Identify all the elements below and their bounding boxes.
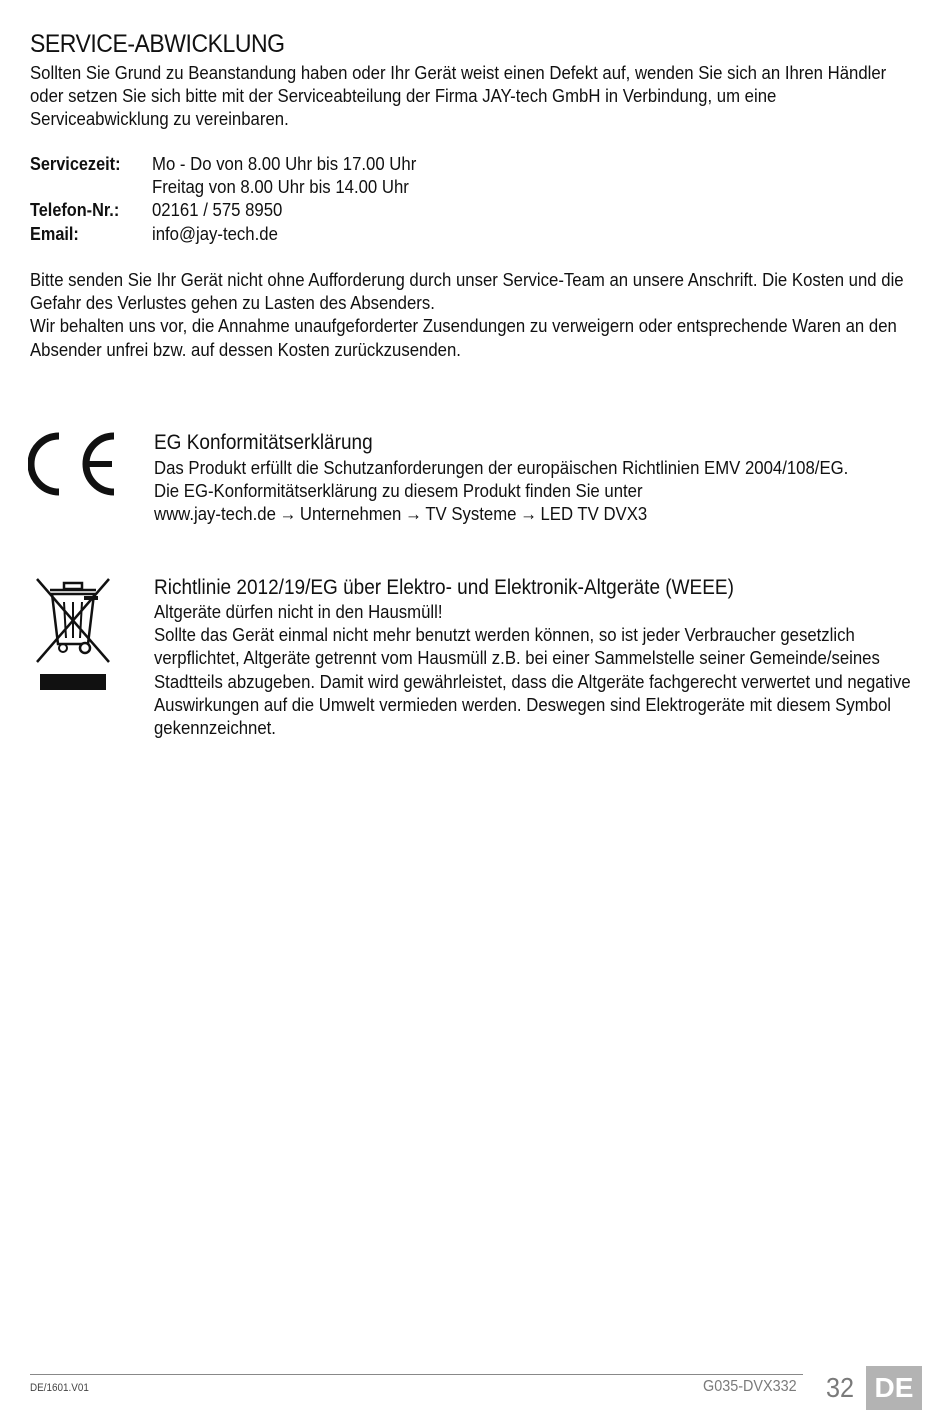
servicezeit-value-weekdays: Mo - Do von 8.00 Uhr bis 17.00 Uhr bbox=[152, 153, 417, 174]
email-label: Email: bbox=[30, 222, 79, 244]
weee-disposal-text: Sollte das Gerät einmal nicht mehr benutzt werden können, so ist jeder Verbraucher gesetzlich verpflichtet, Altgeräte getrennt vom Hausmüll z.B. bei einer Sammelstelle seiner Gemeinde/seines Stadtteils abzugeben. Damit wird gewährleistet, dass die Altgeräte fachgerecht verwertet und negative Auswirkungen auf die Umwelt vermieden werden. Deswegen sind Elektrogeräte mit diesem Symbol gekennzeichnet. bbox=[154, 624, 911, 739]
weee-heading: Richtlinie 2012/19/EG über Elektro- und Elektronik-Altgeräte (WEEE) bbox=[154, 576, 734, 599]
service-intro-text: Sollten Sie Grund zu Beanstandung haben oder Ihr Gerät weist einen Defekt auf, wenden Sie sich an Ihren Händler oder setzen Sie sich bitte mit der Serviceabteilung der Firma JAY-tech GmbH in Verbindung, um eine Serviceabwicklung zu vereinbaren. bbox=[30, 62, 887, 130]
ce-heading: EG Konformitätserklärung bbox=[154, 431, 373, 454]
shipping-notice bbox=[30, 268, 917, 361]
language-badge: DE bbox=[866, 1366, 922, 1410]
footer-divider bbox=[30, 1374, 803, 1375]
servicezeit-value-friday: Freitag von 8.00 Uhr bis 14.00 Uhr bbox=[152, 176, 409, 198]
ce-declaration-text: Die EG-Konformitätserklärung zu diesem Produkt finden Sie unter bbox=[154, 480, 643, 502]
ce-mark-icon bbox=[28, 432, 118, 496]
page-title: SERVICE-ABWICKLUNG bbox=[30, 30, 285, 58]
footer-doc-code: DE/1601.V01 bbox=[30, 1382, 89, 1394]
weee-warning-text: Altgeräte dürfen nicht in den Hausmüll! bbox=[154, 601, 443, 622]
shipping-notice-costs: Bitte senden Sie Ihr Gerät nicht ohne Aufforderung durch unser Service-Team an unsere Anschrift. Die Kosten und die Gefahr des Verlustes gehen zu Lasten des Absenders. bbox=[30, 269, 904, 314]
shipping-notice-refusal: Wir behalten uns vor, die Annahme unaufgeforderter Zusendungen zu verweigern oder entsprechende Waren an den Absender unfrei bzw. auf dessen Kosten zurückzusenden. bbox=[30, 315, 897, 360]
arrow-right-icon: → bbox=[404, 503, 422, 525]
crossed-out-bin-icon bbox=[34, 576, 112, 692]
page-number: 32 bbox=[826, 1372, 855, 1403]
ce-navigation-path bbox=[154, 502, 932, 525]
weee-text bbox=[154, 600, 932, 739]
path-unternehmen: Unternehmen bbox=[299, 503, 402, 525]
telefon-label: Telefon-Nr.: bbox=[30, 199, 120, 221]
path-product: LED TV DVX3 bbox=[540, 503, 648, 525]
path-website[interactable]: www.jay-tech.de bbox=[154, 503, 276, 525]
footer-model-number: G035-DVX332 bbox=[703, 1378, 797, 1395]
email-value[interactable]: info@jay-tech.de bbox=[152, 222, 278, 244]
servicezeit-label: Servicezeit: bbox=[30, 153, 121, 174]
path-tv-systeme: TV Systeme bbox=[425, 503, 517, 525]
arrow-right-icon: → bbox=[520, 503, 537, 525]
ce-text bbox=[154, 456, 932, 526]
ce-directive-text: Das Produkt erfüllt die Schutzanforderungen der europäischen Richtlinien EMV 2004/108/EG. bbox=[154, 457, 849, 478]
telefon-value: 02161 / 575 8950 bbox=[152, 199, 283, 221]
arrow-right-icon: → bbox=[279, 503, 297, 525]
